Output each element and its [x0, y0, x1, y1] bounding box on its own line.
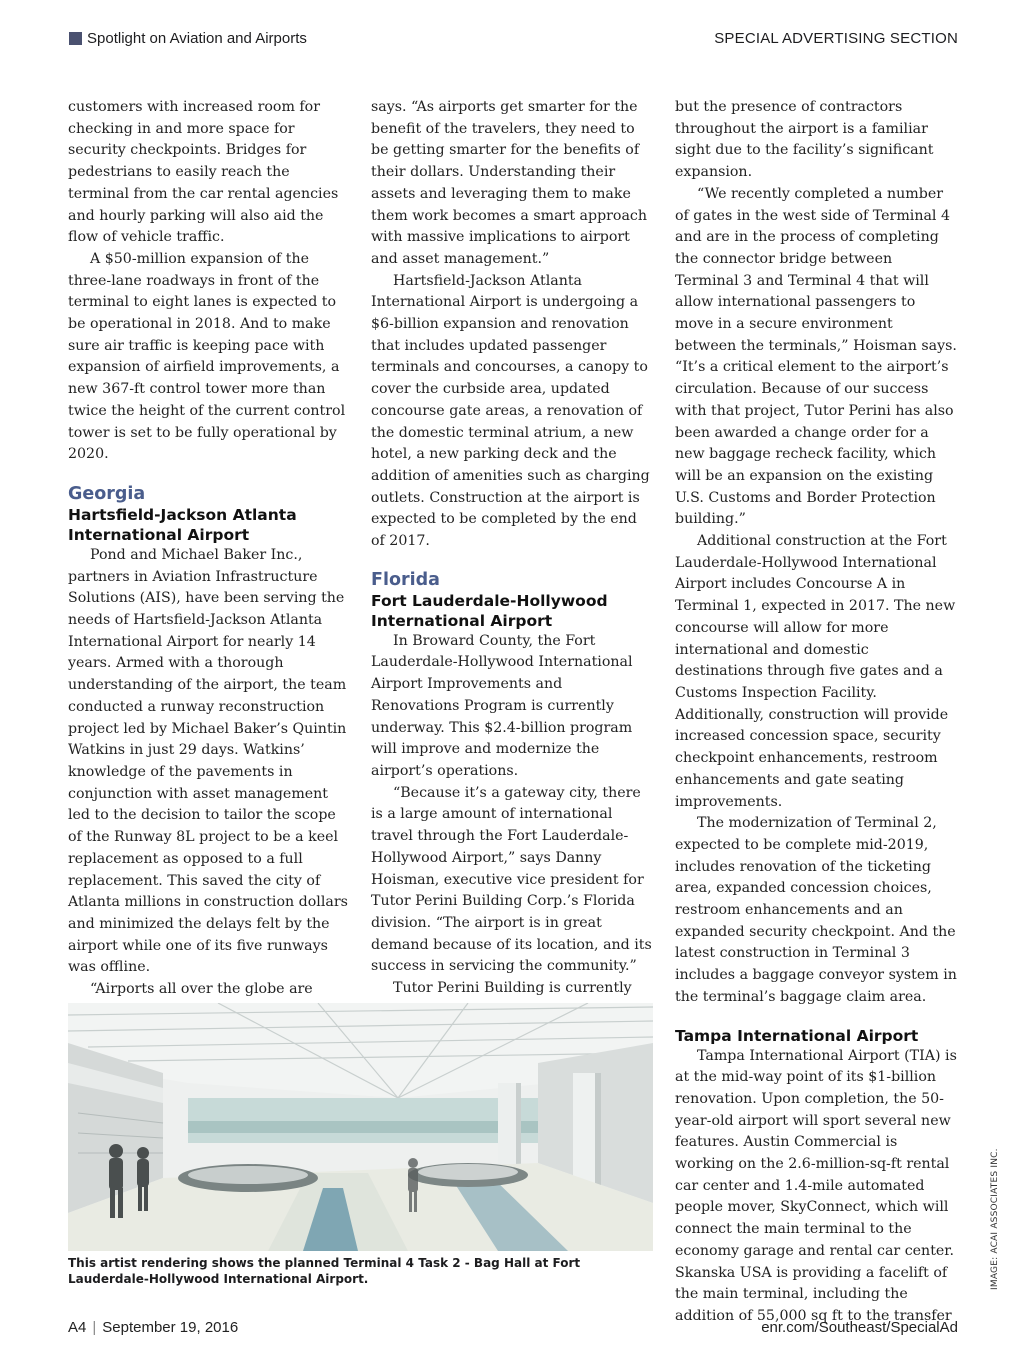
paragraph: “We recently completed a number of gates in the west side of Terminal 4 and are in the process of completing the connector bridge between Terminal 3 and Terminal 4 that will allow international passengers to move in a secure environment between the terminals,” Hoisman says. “It’s a critical element to the airport’s circulation. Because of our success with that project, Tutor Perini has also been awarded a change order for a new baggage recheck facility, which will be an expansion on the existing U.S. Customs and Border Protection building.”	[675, 185, 957, 528]
footer-page-info	[68, 1319, 238, 1336]
state-heading-florida: Florida	[371, 569, 440, 590]
bag-hall-rendering-image	[68, 1003, 653, 1251]
paragraph: “Because it’s a gateway city, there is a large amount of international travel through the Fort Lauderdale-Hollywood Airport,” says Danny Hoisman, executive vice president for Tutor Perini Building Corp.’s Florida division. “The airport is in great demand because of its location, and its success in servicing the community.”	[371, 784, 652, 975]
section-square-icon	[69, 32, 82, 45]
paragraph: Hartsfield-Jackson Atlanta International Airport is undergoing a $6-billion expansion and renovation that includes updated passenger terminals and concourses, a canopy to cover the curbside area, updated concourse gate areas, a renovation of the domestic terminal atrium, a new hotel, a new parking deck and the addition of amenities such as charging outlets. Construction at the airport is expected to be completed by the end of 2017.	[371, 272, 650, 550]
paragraph: Tutor Perini Building is currently	[393, 980, 632, 997]
page-header	[69, 30, 958, 52]
paragraph: “Airports all over the globe are	[90, 981, 313, 998]
column-2	[371, 97, 654, 1021]
paragraph: Tampa International Airport (TIA) is at the mid-way point of its $1-billion renovation. Upon completion, the 50-year-old airport will sport several new features. Austin Commercial is working on the 2.6-million-sq-ft rental car center and 1.4-mile automated people mover, SkyConnect, which will connect the main terminal to the economy garage and rental car center. Skanska USA is providing a facelift of the main terminal, including the addition of 55,000 sq ft to the transfer	[675, 1047, 957, 1324]
paragraph: says. “As airports get smarter for the benefit of the travelers, they need to be getting smarter for the benefits of their dollars. Understanding their assets and leveraging them to make them work becomes a smart approach with massive implications to airport and asset management.”	[371, 99, 648, 267]
paragraph: Additional construction at the Fort Lauderdale-Hollywood International Airport includes Concourse A in Terminal 1, expected in 2017. The new concourse will allow for more international and domestic destinations through five gates and a Customs Inspection Facility. Additionally, construction will provide increased concession space, security checkpoint enhancements, restroom enhancements and gate seating improvements.	[675, 533, 956, 810]
paragraph: Pond and Michael Baker Inc., partners in Aviation Infrastructure Solutions (AIS), have been serving the needs of Hartsfield-Jackson Atlanta International Airport for nearly 14 years. Armed with a thorough understanding of the airport, the team conducted a runway reconstruction project led by Michael Baker’s Quintin Watkins in just 29 days. Watkins’ knowledge of the pavements in conjunction with asset management led to the decision to tailor the scope of the Runway 8L project to be a keel replacement as opposed to a full replacement. This saved the city of Atlanta millions in construction dollars and minimized the delays felt by the airport while one of its five runways was offline.	[68, 546, 348, 976]
column-1	[68, 97, 351, 1066]
footer-url: enr.com/Southeast/SpecialAd	[761, 1319, 958, 1336]
paragraph: A $50-million expansion of the three-lane roadways in front of the terminal to eight lanes is expected to be operational in 2018. And to make sure air traffic is keeping pace with expansion of airfield improvements, a new 367-ft control tower more than twice the height of the current control tower is set to be fully operational by 2020.	[68, 250, 346, 463]
airport-heading-fort-lauderdale: Fort Lauderdale-Hollywood International Airport	[371, 591, 608, 630]
paragraph: but the presence of contractors throughout the airport is a familiar sight due to the facility’s significant expansion.	[675, 99, 934, 181]
airport-heading-tampa: Tampa International Airport	[675, 1026, 919, 1045]
column-3	[675, 97, 958, 1328]
state-heading-georgia: Georgia	[68, 483, 146, 504]
paragraph: In Broward County, the Fort Lauderdale-Hollywood International Airport Improvements and Renovations Program is currently underway. This $2.4-billion program will improve and modernize the airport’s operations.	[371, 632, 633, 779]
airport-heading-atlanta: Hartsfield-Jackson Atlanta International Airport	[68, 505, 297, 544]
section-label	[69, 30, 307, 47]
page-footer	[68, 1319, 958, 1341]
paragraph: customers with increased room for checking in and more space for security checkpoints. Bridges for pedestrians to easily reach the terminal from the car rental agencies and hourly parking will also aid the flow of vehicle traffic.	[68, 99, 339, 246]
advertising-label: SPECIAL ADVERTISING SECTION	[714, 30, 958, 47]
image-credit: IMAGE: ACAI ASSOCIATES INC.	[990, 1148, 1000, 1290]
issue-date: September 19, 2016	[102, 1319, 239, 1336]
figure-caption: This artist rendering shows the planned Terminal 4 Task 2 - Bag Hall at Fort Lauderdale-Hollywood International Airport.	[68, 1256, 581, 1286]
footer-divider: |	[92, 1319, 97, 1336]
rendering-illustration	[68, 1003, 653, 1251]
page-number: A4	[68, 1319, 87, 1336]
paragraph: The modernization of Terminal 2, expected to be complete mid-2019, includes renovation of the ticketing area, expanded concession choices, restroom enhancements and an expanded security checkpoint. And the latest construction in Terminal 3 includes a baggage conveyor system in the terminal’s baggage claim area.	[675, 815, 957, 1005]
section-title: Spotlight on Aviation and Airports	[87, 30, 307, 47]
